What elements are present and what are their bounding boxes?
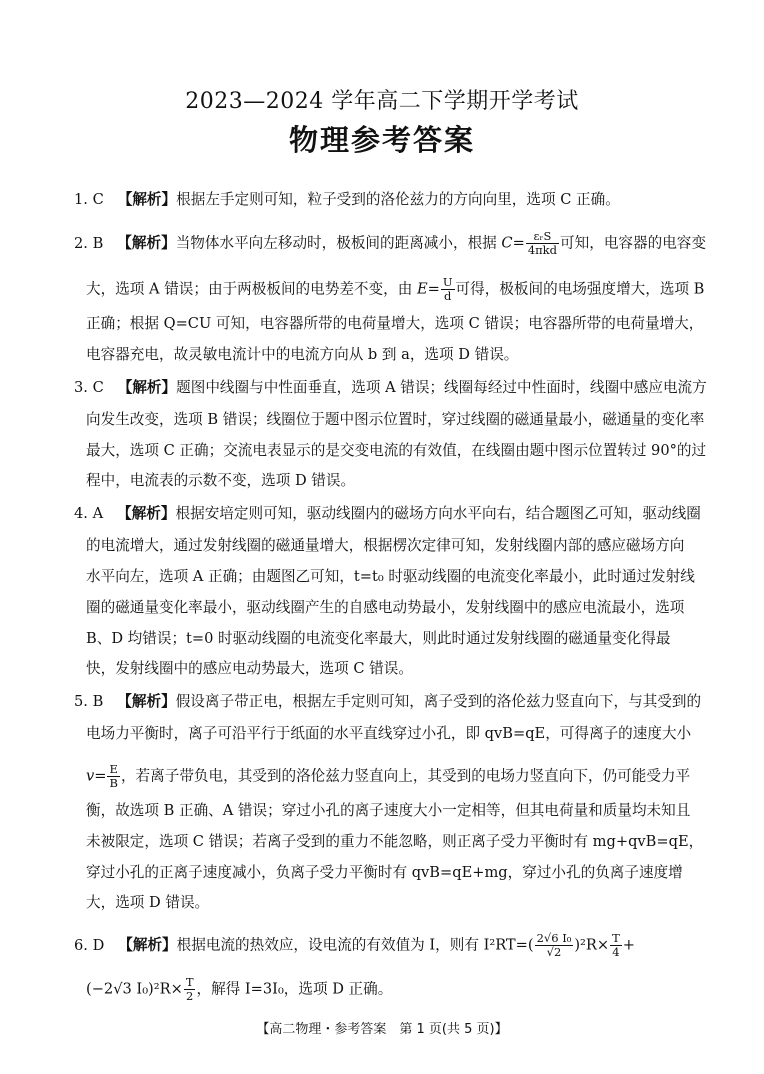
answer-5-row-7: 大，选项 D 错误。 xyxy=(86,894,210,911)
formula-current-peak xyxy=(535,932,574,959)
formula-half-period xyxy=(184,976,196,1003)
formula-field xyxy=(441,276,455,303)
answer-3-row-1 xyxy=(74,378,707,398)
answer-6-row-2 xyxy=(86,976,392,1003)
answer-6-number: 6. D xyxy=(74,936,105,954)
answer-5-row-6: 穿过小孔的正离子速度减小，负离子受力平衡时有 qvB=qE+mg，穿过小孔的负离子速度增 xyxy=(86,864,683,881)
formula-capacitance xyxy=(526,230,559,257)
exam-title: 2023—2024 学年高二下学期开学考试 xyxy=(185,89,579,114)
formula-t4-den: 4 xyxy=(612,945,620,959)
answer-3-number: 3. C xyxy=(74,379,104,396)
formula-v-den: B xyxy=(109,776,118,790)
answer-2-line-1: 当物体水平向左移动时，极板间的距离减小，根据 xyxy=(175,234,497,252)
answer-2-tag: 【解析】 xyxy=(117,234,176,252)
formula-quarter-period xyxy=(610,932,622,959)
answer-4-row-5: B、D 均错误；t=0 时驱动线圈的电流变化率最大，则此时通过发射线圈的磁通量变化得最 xyxy=(86,630,671,647)
formula-t2-num: T xyxy=(185,975,194,989)
answer-2-number: 2. B xyxy=(74,234,104,252)
answer-1-line-1: 根据左手定则可知，粒子受到的洛伦兹力的方向向里，选项 C 正确。 xyxy=(176,191,620,208)
answer-5-tag: 【解析】 xyxy=(117,693,176,710)
answer-2-line-4: 可得，极板间的电场强度增大，选项 B xyxy=(455,280,705,298)
answer-2-line-2: 可知，电容器的电容变 xyxy=(560,234,706,252)
answer-4-number: 4. A xyxy=(74,505,104,522)
answer-6-line-2: )²R× xyxy=(574,936,610,954)
answer-2-row-2 xyxy=(86,276,704,303)
formula-velocity xyxy=(107,763,119,790)
answer-2-row-4: 电容器充电，故灵敏电流计中的电流方向从 b 到 a，选项 D 错误。 xyxy=(86,346,519,363)
formula-v-lhs: v= xyxy=(86,767,107,785)
answer-1-tag: 【解析】 xyxy=(117,191,177,208)
answer-4-line-1: 根据安培定则可知，驱动线圈内的磁场方向水平向右，结合题图乙可知，驱动线圈 xyxy=(175,505,701,522)
answer-6-line-5: ，解得 I=3I₀，选项 D 正确。 xyxy=(196,980,393,998)
formula-i-den: √2 xyxy=(546,945,562,959)
answer-5-line-1: 假设离子带正电，根据左手定则可知，离子受到的洛伦兹力竖直向下，与其受到的 xyxy=(175,693,702,710)
answer-5-row-5: 未被限定，选项 C 错误；若离子受到的重力不能忽略，则正离子受力平衡时有 mg+qvB=qE， xyxy=(86,833,704,850)
answer-6-line-3: + xyxy=(622,936,636,954)
formula-v-num: E xyxy=(107,763,119,777)
answer-6-line-4: (−2√3 I₀)²R× xyxy=(86,980,183,998)
answer-2-row-1 xyxy=(74,230,706,257)
answer-6-tag: 【解析】 xyxy=(118,936,177,954)
answer-4-tag: 【解析】 xyxy=(117,505,176,522)
answer-1-number: 1. C xyxy=(74,191,104,208)
answer-2-line-3: 大，选项 A 错误；由于两极板间的电势差不变，由 xyxy=(86,280,413,298)
answer-5-row-3 xyxy=(86,763,690,790)
answer-6-row-1 xyxy=(74,932,635,959)
page-footer: 【高二物理・参考答案 第 1 页(共 5 页)】 xyxy=(256,1022,508,1037)
answer-4-row-1 xyxy=(74,504,701,524)
formula-e-lhs: E= xyxy=(416,280,440,298)
formula-t4-num: T xyxy=(612,931,620,945)
formula-i-num: 2√6 I₀ xyxy=(536,931,572,945)
answer-5-row-1 xyxy=(74,692,701,712)
answer-3-row-3: 最大，选项 C 正确；交流电表显示的是交变电流的有效值，在线圈由题中图示位置转过 90°的过 xyxy=(86,442,707,459)
answer-5-row-4: 衡，故选项 B 正确、A 错误；穿过小孔的离子速度大小一定相等，但其电荷量和质量均未知且 xyxy=(86,802,691,819)
answer-6-line-1: 根据电流的热效应，设电流的有效值为 I，则有 I²RT=( xyxy=(176,936,534,954)
answer-3-line-1: 题图中线圈与中性面垂直，选项 A 错误；线圈每经过中性面时，线圈中感应电流方 xyxy=(176,379,707,396)
formula-c-lhs: C= xyxy=(501,234,525,252)
answer-4-row-4: 圈的磁通量变化率最小，驱动线圈产生的自感电动势最小，发射线圈中的感应电流最小，选项 xyxy=(86,599,685,616)
formula-c-num: εᵣS xyxy=(526,230,559,244)
document-title: 物理参考答案 xyxy=(288,123,475,157)
answer-4-row-3: 水平向左，选项 A 正确；由题图乙可知，t=t₀ 时驱动线圈的电流变化率最小，此时通过发射线 xyxy=(86,568,695,585)
answer-5-line-3: ，若离子带负电，其受到的洛伦兹力竖直向上，其受到的电场力竖直向下，仍可能受力平 xyxy=(120,767,691,785)
formula-e-num: U xyxy=(442,275,453,289)
answer-5-row-2: 电场力平衡时，离子可沿平行于纸面的水平直线穿过小孔，即 qvB=qE，可得离子的速度大小 xyxy=(86,725,692,742)
answer-3-tag: 【解析】 xyxy=(117,379,177,396)
answer-5-number: 5. B xyxy=(74,693,104,710)
answer-3-row-2: 向发生改变，选项 B 错误；线圈位于题中图示位置时，穿过线圈的磁通量最小，磁通量的变化率 xyxy=(86,411,705,428)
answer-2-row-3: 正确；根据 Q=CU 可知，电容器所带的电荷量增大，选项 C 错误；电容器所带的电荷量增大， xyxy=(86,315,704,332)
answer-4-row-2: 的电流增大，通过发射线圈的磁通量增大，根据楞次定律可知，发射线圈内部的感应磁场方向 xyxy=(86,537,685,554)
formula-e-den: d xyxy=(443,289,452,303)
answer-4-row-6: 快，发射线圈中的感应电动势最大，选项 C 错误。 xyxy=(86,660,413,677)
formula-c-den: 4πkd xyxy=(527,243,558,257)
formula-t2-den: 2 xyxy=(185,989,194,1003)
answer-3-row-4: 程中，电流表的示数不变，选项 D 错误。 xyxy=(86,472,356,489)
answer-1 xyxy=(74,190,620,210)
